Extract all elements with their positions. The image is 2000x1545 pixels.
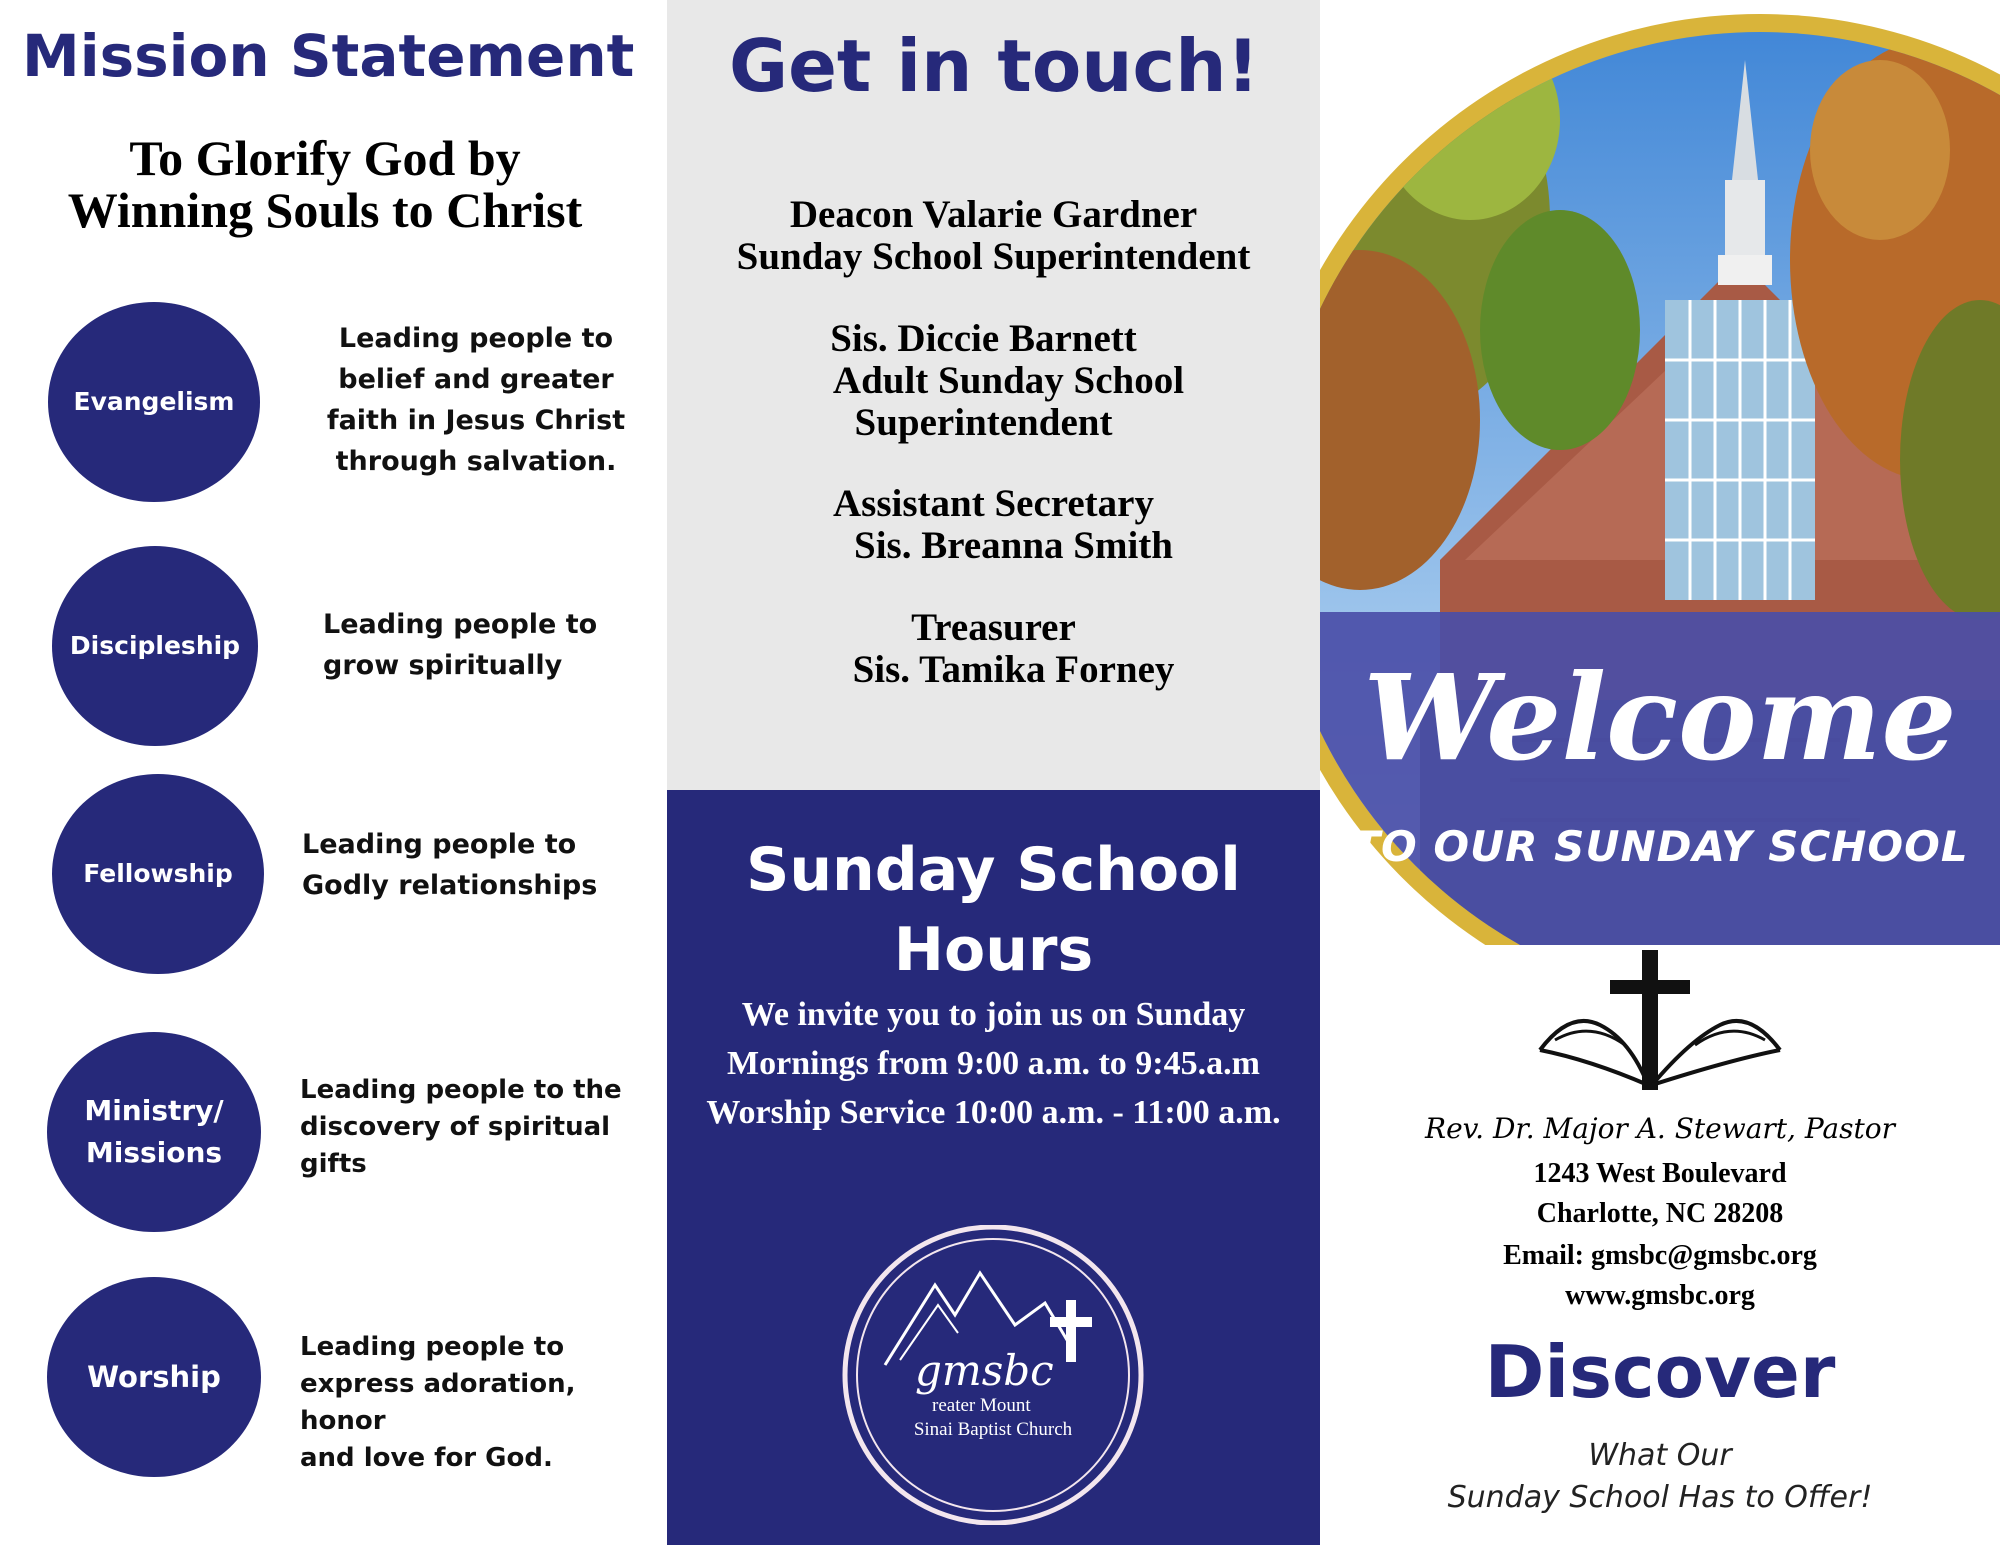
desc-line: Leading people to: [300, 1332, 565, 1362]
address-line-2: Charlotte, NC 28208: [1536, 1198, 1784, 1229]
hours-title-line-1: Sunday School: [746, 835, 1241, 905]
hours-title: [667, 830, 1320, 990]
logo-script: gmsbc: [915, 1346, 1054, 1395]
value-description: [300, 1329, 660, 1477]
contact-line: Superintendent: [854, 401, 1113, 444]
contact-line: Sis. Tamika Forney: [852, 648, 1175, 691]
welcome-subtitle: TO OUR SUNDAY SCHOOL: [1351, 822, 1969, 871]
value-circle: [47, 1032, 261, 1232]
contact-superintendent: [667, 194, 1320, 278]
hours-line: Mornings from 9:00 a.m. to 9:45.a.m: [727, 1045, 1260, 1082]
desc-line: express adoration, honor: [300, 1369, 576, 1436]
contact-adult-superintendent: [667, 318, 1320, 444]
contact-section: [667, 0, 1320, 790]
contact-line: Deacon Valarie Gardner: [789, 193, 1198, 236]
desc-line: belief and greater: [338, 364, 614, 395]
value-name: Discipleship: [69, 631, 241, 660]
hours-line: We invite you to join us on Sunday: [741, 996, 1246, 1033]
value-name: Fellowship: [83, 859, 233, 888]
contact-line: Sunday School Superintendent: [736, 235, 1251, 278]
address-line-1: 1243 West Boulevard: [1533, 1158, 1787, 1189]
hours-title-line-2: Hours: [893, 915, 1094, 985]
contact-assistant-secretary: [667, 483, 1320, 567]
welcome-heading: Welcome: [1363, 648, 1957, 787]
desc-line: grow spiritually: [323, 650, 563, 681]
desc-line: discovery of spiritual: [300, 1112, 611, 1142]
contact-panel: [667, 0, 1320, 1545]
contact-treasurer: [667, 607, 1320, 691]
discover-subtitle: [1320, 1435, 2000, 1519]
value-circle: [48, 302, 260, 502]
church-logo: [840, 1225, 1146, 1525]
value-circle: [52, 774, 264, 974]
value-description: [316, 318, 636, 482]
logo-line-2: Sinai Baptist Church: [913, 1419, 1073, 1440]
desc-line: Leading people to: [323, 609, 598, 640]
pastor-name: Rev. Dr. Major A. Stewart, Pastor: [1425, 1112, 1895, 1145]
church-photo: [1320, 0, 2000, 945]
mission-statement: [0, 132, 650, 236]
email: Email: gmsbc@gmsbc.org: [1503, 1240, 1817, 1271]
contact-line: Treasurer: [911, 606, 1076, 649]
hours-text: [667, 990, 1320, 1137]
contact-line: Adult Sunday School: [832, 359, 1185, 402]
hours-section: [667, 790, 1320, 1545]
cross-bible-icon: [1530, 950, 1790, 1110]
value-description: [323, 604, 653, 686]
value-name-line-2: Missions: [85, 1136, 223, 1169]
desc-line: Godly relationships: [302, 870, 598, 901]
value-description: [300, 1072, 650, 1183]
mission-title: Mission Statement: [22, 22, 635, 90]
discover-heading: Discover: [1484, 1330, 1836, 1414]
value-name-line-1: Ministry/: [84, 1094, 224, 1127]
desc-line: Leading people to: [302, 829, 577, 860]
value-circle: [47, 1277, 261, 1477]
desc-line: and love for God.: [300, 1443, 553, 1473]
website: www.gmsbc.org: [1565, 1280, 1755, 1311]
value-description: [302, 824, 642, 906]
contact-line: Sis. Breanna Smith: [854, 524, 1173, 567]
value-name: Worship: [87, 1360, 221, 1394]
desc-line: through salvation.: [335, 446, 617, 477]
hours-line: Worship Service 10:00 a.m. - 11:00 a.m.: [706, 1094, 1281, 1131]
contact-line: Assistant Secretary: [833, 482, 1154, 525]
desc-line: Leading people to the: [300, 1075, 622, 1105]
discover-line-2: Sunday School Has to Offer!: [1447, 1480, 1873, 1515]
mission-line-1: To Glorify God by: [129, 130, 521, 186]
discover-line-1: What Our: [1588, 1438, 1732, 1473]
desc-line: Leading people to: [338, 323, 614, 354]
logo-line-1: reater Mount: [932, 1395, 1031, 1416]
desc-line: gifts: [300, 1149, 367, 1179]
cross-icon: [1066, 1300, 1076, 1362]
contact-line: Sis. Diccie Barnett: [830, 317, 1137, 360]
cover-panel: [1320, 0, 2000, 1545]
value-circle: [52, 546, 258, 746]
contact-title: Get in touch!: [729, 24, 1260, 108]
value-name: Evangelism: [73, 387, 235, 416]
mission-panel: [0, 0, 667, 1545]
desc-line: faith in Jesus Christ: [326, 405, 626, 436]
mission-line-2: Winning Souls to Christ: [67, 182, 583, 238]
